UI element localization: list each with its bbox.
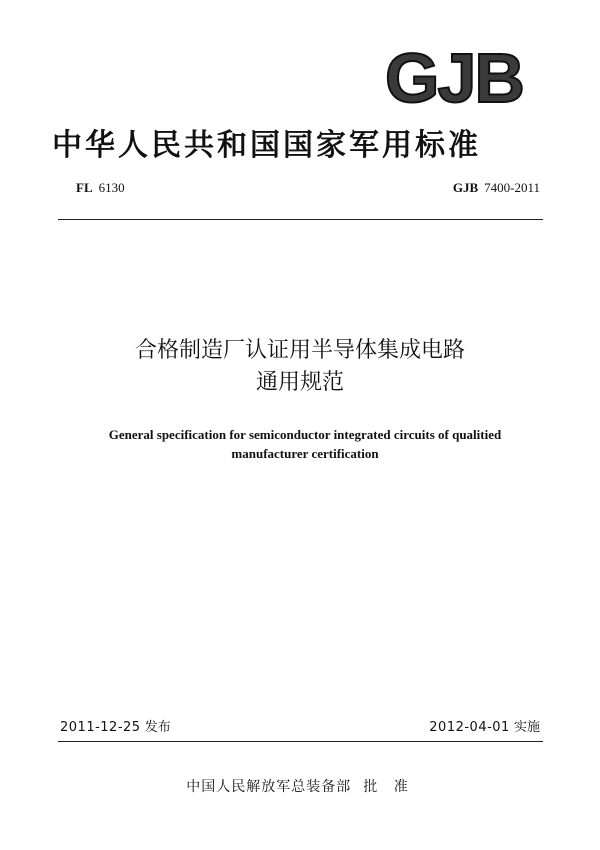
effective-date: 2012-04-01 xyxy=(429,720,510,735)
effective-date-block xyxy=(429,716,540,735)
issue-date: 2011-12-25 xyxy=(60,720,141,735)
english-title-line-1: General specification for semiconductor integrated circuits of qualitied xyxy=(108,427,502,442)
english-title-line-2: manufacturer certification xyxy=(231,446,379,461)
classification-label: FL xyxy=(76,180,93,195)
gjb-logo-graphic xyxy=(368,44,540,110)
header-divider xyxy=(58,219,543,220)
footer-divider xyxy=(58,741,543,742)
classification-code xyxy=(76,180,125,196)
issue-date-block xyxy=(60,716,171,735)
chinese-title-line-1: 合格制造厂认证用半导体集成电路 xyxy=(134,338,465,363)
standard-body-title: 中华人民共和国国家军用标准 xyxy=(52,128,481,163)
issuer-name: 中国人民解放军总装备部 xyxy=(186,779,352,795)
standard-id-label: GJB xyxy=(452,180,479,195)
effective-label: 实施 xyxy=(513,720,540,735)
issue-label: 发布 xyxy=(144,720,171,735)
standard-id-number: 7400-2011 xyxy=(484,180,540,195)
issuing-authority xyxy=(0,776,600,796)
standard-number xyxy=(453,180,540,196)
identifier-row xyxy=(76,180,540,196)
chinese-title-line-2: 通用规范 xyxy=(255,370,344,395)
english-title xyxy=(70,425,540,463)
classification-number: 6130 xyxy=(98,180,125,195)
svg-text:GJB: GJB xyxy=(385,44,523,110)
date-row xyxy=(60,716,540,735)
gjb-logo xyxy=(368,44,540,110)
approval-text: 批 准 xyxy=(363,779,414,795)
chinese-title xyxy=(0,335,600,399)
